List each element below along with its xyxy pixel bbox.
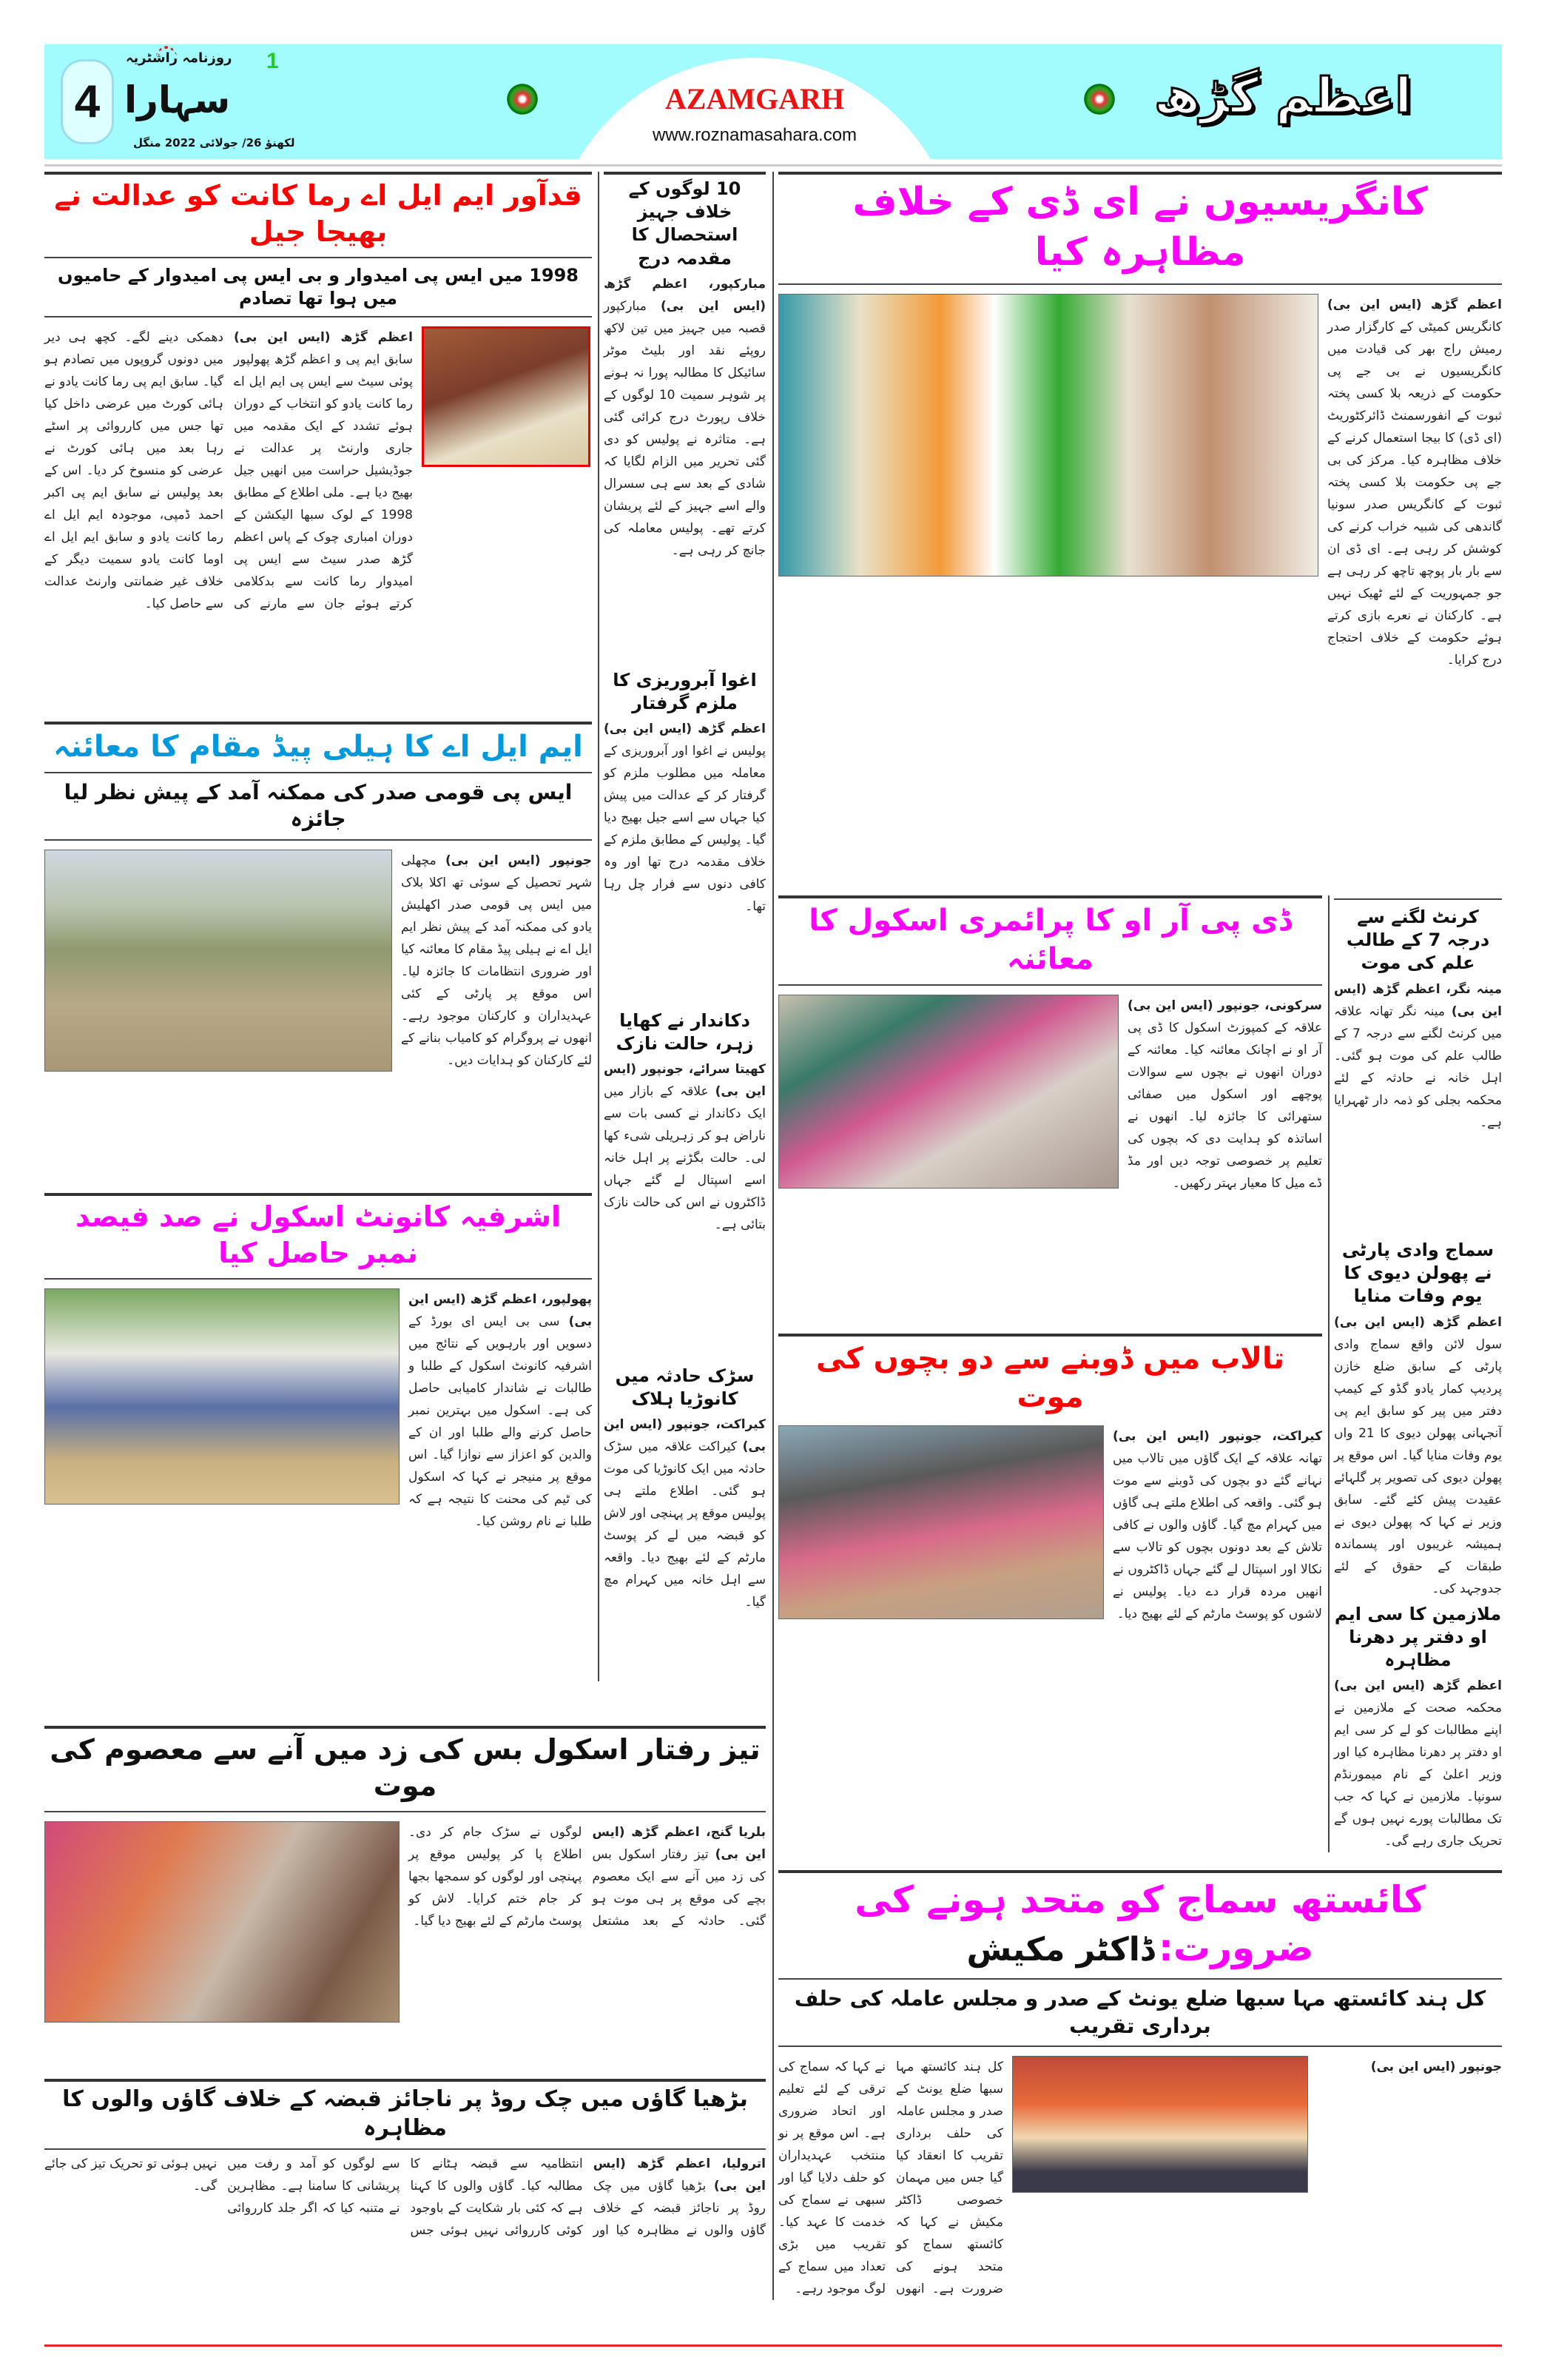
dateline: کیراکت، جونپور (ایس این بی) [604, 1417, 766, 1455]
article-body-dpro: سرکونی، جونپور (ایس این بی) علاقہ کے کمپوزٹ اسکول کا ڈی پی آر او نے اچانک معائنہ کیا۔ معائنہ کے دوران انھوں نے بچوں سے سوالات پوچھے اور اسکول میں صفائی ستھرائی کا جائزہ لیا۔ انھوں نے اساتذہ کو ہدایت دی کہ بچوں کی تعلیم پر خصوصی توجہ دیں اور مڈ ڈے میل کا معیار بہتر رکھیں۔ [1128, 998, 1322, 1191]
divider [778, 984, 1322, 986]
headline-phoolan: سماج وادی پارٹی نے پھولن دیوی کا یوم وفات منایا [1341, 1240, 1495, 1307]
masthead [44, 44, 1502, 159]
issue-date: لکھنؤ 26/ جولائی 2022 منگل [133, 136, 295, 149]
article-cmo [1334, 1600, 1502, 1853]
article-dowry [604, 175, 766, 666]
headline-pond: تالاب میں ڈوبنے سے دو بچوں کی موت [815, 1342, 1285, 1414]
edition-title: AZAMGARH [664, 82, 845, 115]
left-top-area [44, 172, 766, 1681]
article-body-kidnap: اعظم گڑھ (ایس این بی) پولیس نے اغوا اور آبروریزی کے معاملہ میں مطلوب ملزم کو گرفتار کر کے عدالت میں پیش کیا جہاں سے اسے جیل بھیج دیا گیا۔ پولیس کے مطابق ملزم کے خلاف مقدمہ درج تھا اور وہ کافی دنوں سے فرار چل رہا تھا۔ [604, 722, 766, 915]
article-body-poison: کھیتا سرائے، جونپور (ایس این بی) علاقہ کے بازار میں ایک دکاندار نے کسی بات سے ناراض ہو کر زہریلی شیء کھا لی۔ حالت بگڑنے پر اہل خانہ اسے اسپتال لے گئے جہاں ڈاکٹروں نے اس کی حالت نازک بتائی ہے۔ [604, 1062, 766, 1233]
dateline: اعظم گڑھ (ایس این بی) [1334, 1314, 1502, 1330]
photo-kayastha [1012, 2056, 1308, 2193]
divider [44, 1278, 592, 1280]
divider [44, 316, 592, 317]
dateline: جونپور (ایس این بی) [1370, 2059, 1502, 2074]
article-kidnap [604, 666, 766, 1006]
headline-kanwariya: سڑک حادثہ میں کانوڑیا ہلاک [615, 1365, 755, 1410]
page-number: 4 [61, 59, 114, 144]
dateline: پھولپور، اعظم گڑھ (ایس این بی) [408, 1291, 592, 1329]
article-bus [44, 1726, 766, 2079]
article-dpro-row [778, 995, 1322, 1194]
dateline: مبارکپور، اعظم گڑھ (ایس این بی) [604, 276, 766, 314]
article-congress [778, 172, 1502, 895]
article-bus-row [44, 1821, 766, 2023]
sun-emblem-icon [1082, 81, 1117, 117]
article-body-dowry: مبارکپور، اعظم گڑھ (ایس این بی) مبارکپور قصبہ میں جہیز میں تین لاکھ روپئے نقد اور بلیٹ موٹر سائیکل کا مطالبہ پورا نہ ہونے پر شوہر سمیت 10 لوگوں کے خلاف رپورٹ درج کرائی گئی ہے۔ متاثرہ نے پولیس کو دی گئی تحریر میں الزام لگایا کہ شادی کے بعد سے ہی سسرال والے اسے جہیز کے لئے پریشان کرتے تھے۔ پولیس معاملہ کی جانچ کر رہی ہے۔ [604, 276, 766, 558]
left-half [44, 172, 766, 2242]
divider [778, 2045, 1502, 2047]
divider [44, 1811, 766, 1812]
headline-current: کرنٹ لگنے سے درجہ 7 کے طالب علم کی موت [1346, 907, 1490, 974]
article-congress-row [778, 294, 1502, 671]
article-pond-row [778, 1425, 1322, 1625]
article-body-cmo: اعظم گڑھ (ایس این بی) محکمہ صحت کے ملازمین نے اپنے مطالبات کو لے کر سی ایم او دفتر پر دھرنا مظاہرہ کیا اور وزیر اعلیٰ کے نام میمورنڈم سونپا۔ ملازمین نے کہا کہ جب تک مطالبات پورے نہیں ہوں گے تحریک جاری رہے گی۔ [1334, 1678, 1502, 1849]
headline-dowry: 10 لوگوں کے خلاف جہیز استحصال کا مقدمہ درج [628, 178, 741, 269]
dateline: اعظم گڑھ (ایس این بی) [234, 330, 413, 346]
article-kayastha-row [778, 2056, 1502, 2300]
article-ashrafia-row [44, 1288, 592, 1533]
article-current [1334, 895, 1502, 1236]
sun-emblem-icon [505, 81, 540, 117]
article-body-kanwariya: کیراکت، جونپور (ایس این بی) کیراکت علاقہ میں سڑک حادثہ میں ایک کانوڑیا کی موت ہو گئی۔ اطلاع ملتے ہی پولیس موقع پر پہنچی اور لاش کو قبضہ میں لے کر پوسٹ مارٹم کے لئے بھیج دیا۔ واقعہ سے اہل خانہ میں کہرام مچ گیا۔ [604, 1417, 766, 1610]
headline-ashrafia: اشرفیہ کانونٹ اسکول نے صد فیصد نمبر حاصل کیا [75, 1200, 562, 1270]
right-half [772, 172, 1502, 2300]
photo-ashrafia [44, 1288, 400, 1505]
photo-helipad [44, 850, 392, 1072]
article-phoolan [1334, 1236, 1502, 1600]
divider [44, 257, 592, 258]
edition-title-urdu: اعظم گڑھ [1154, 67, 1412, 124]
photo-dpro [778, 995, 1119, 1189]
dateline: کیراکت، جونپور (ایس این بی) [1113, 1429, 1322, 1444]
divider [1334, 898, 1502, 900]
article-body-kayastha-left: کل ہند کائستھ مہا سبھا ضلع یونٹ کے صدر و مجلس عاملہ کی حلف برداری تقریب کا انعقاد کیا گیا جس میں مہمان خصوصی ڈاکٹر مکیش نے کہا کہ کائستھ سماج کو متحد ہونے کی ضرورت ہے۔ انھوں نے کہا کہ سماج کی ترقی کے لئے تعلیم اور اتحاد ضروری ہے۔ اس موقع پر نو منتخب عہدیداران کو حلف دلایا گیا اور سبھی نے سماج کی خدمت کا عہد کیا۔ تقریب میں بڑی تعداد میں سماج کے لوگ موجود رہے۔ [778, 2059, 1003, 2296]
middle-narrow-column [598, 172, 766, 1681]
subhead-helipad: ایس پی قومی صدر کی ممکنہ آمد کے پیش نظر لیا جائزہ [64, 780, 573, 832]
headline-congress: کانگریسیوں نے ای ڈی کے خلاف مظاہرہ کیا [852, 180, 1428, 275]
headline-kayastha-name: ڈاکٹر مکیش [966, 1931, 1155, 1969]
photo-ramakant [422, 326, 590, 467]
divider [44, 2148, 766, 2150]
article-ramakant [44, 172, 592, 722]
right-main-column [778, 895, 1322, 1852]
headline-kayastha-wrap [778, 1873, 1502, 1975]
headline-ramakant: قدآور ایم ایل اے رما کانت کو عدالت نے بھیجا جیل [54, 179, 582, 249]
article-dpro [778, 895, 1322, 1334]
photo-pond [778, 1425, 1104, 1619]
article-helipad-row [44, 850, 592, 1072]
dateline: اعظم گڑھ (ایس این بی) [1334, 1678, 1502, 1694]
article-body-phoolan: اعظم گڑھ (ایس این بی) سول لائن واقع سماج وادی پارٹی کے سابق ضلع خازن پردیپ کمار یادو گڈو کے کیمپ دفتر میں پیر کو سابق ایم پی آنجہانی پھولن دیوی کا 21 واں یوم وفات منایا گیا۔ اس موقع پر پھولن دیوی کی تصویر پر گلہائے عقیدت پیش کئے گئے۔ سابق وزیر نے کہا کہ پھولن دیوی نے ہمیشہ غریبوں اور پسماندہ طبقات کے حقوق کے لئے جدوجہد کی۔ [1334, 1314, 1503, 1596]
logo-numeral: 1 [266, 49, 279, 73]
article-body-ramakant: اعظم گڑھ (ایس این بی) سابق ایم پی و اعظم گڑھ پھولپور پوئی سیٹ سے ایس پی ایم ایل اے رما کانت یادو کو انتخاب کے دوران ہوئے تشدد کے ایک مقدمہ میں جاری وارنٹ پر عدالت نے جوڈیشیل حراست میں انھیں جیل بھیج دیا ہے۔ ملی اطلاع کے مطابق 1998 کے لوک سبھا الیکشن کے دوران امباری چوک کے پاس اعظم گڑھ صدر سیٹ سے ایس پی امیدوار رما کانت سے بدکلامی کرتے ہوئے جان سے مارنے کی دھمکی دینے لگے۔ کچھ ہی دیر میں دونوں گروپوں میں تصادم ہو گیا۔ سابق ایم پی رما کانت یادو نے ہائی کورٹ میں عرضی داخل کیا تھا جس میں کارروائی پر اسٹے رہا بعد میں ہائی کورٹ نے عرضی کو منسوخ کر دیا۔ اس کے بعد پولیس نے سابق ایم پی اکبر احمد ڈمپی، موجودہ ایم ایل اے رما کانت یادو و سابق ایم ایل اے اوما کانت یادو سمیت دیگر کے خلاف غیر ضمانتی وارنٹ عدالت سے حاصل کیا۔ [44, 330, 413, 612]
footer-rule [44, 2344, 1502, 2347]
dateline: کھیتا سرائے، جونپور (ایس این بی) [604, 1062, 766, 1100]
article-ramakant-row [44, 326, 592, 615]
divider [778, 283, 1502, 285]
photo-congress-protest [778, 294, 1318, 576]
dateline: اعظم گڑھ (ایس این بی) [604, 722, 766, 737]
dateline: جونپور (ایس این بی) [445, 853, 592, 868]
dateline: بلریا گنج، اعظم گڑھ (ایس این بی) [592, 1824, 766, 1862]
divider [44, 772, 592, 773]
article-kanwariya [604, 1362, 766, 1613]
article-pond [778, 1334, 1322, 1625]
divider [44, 839, 592, 841]
article-body-helipad: جونپور (ایس این بی) مچھلی شہر تحصیل کے سوئی تھ اکلا بلاک میں ایس پی قومی صدر اکھلیش یادو کی ممکنہ آمد کے پیش نظر ایم ایل اے نے ہیلی پیڈ مقام کا معائنہ کیا اور ضروری انتظامات کا جائزہ لیا۔ اس موقع پر پارٹی کے کئی عہدیداران و کارکنان موجود رہے۔ انھوں نے پروگرام کو کامیاب بنانے کے لئے کارکنان کو ہدایات دیں۔ [401, 853, 592, 1068]
right-middle-area [778, 895, 1502, 1852]
article-helipad [44, 722, 592, 1193]
headline-bus: تیز رفتار اسکول بس کی زد میں آنے سے معصوم کی موت [50, 1733, 761, 1803]
paper-name-logo: سہارا [124, 78, 231, 121]
subhead-ramakant: 1998 میں ایس پی امیدوار و بی ایس پی امیدوار کے حامیوں میں ہوا تھا تصادم [57, 264, 579, 309]
left-main-column [44, 172, 592, 1681]
dateline: مینہ نگر، اعظم گڑھ (ایس این بی) [1334, 981, 1502, 1019]
website-link[interactable]: www.roznamasahara.com [652, 125, 857, 145]
dateline: اعظم گڑھ (ایس این بی) [1327, 298, 1502, 313]
divider [778, 1978, 1502, 1980]
right-narrow-column [1328, 895, 1502, 1852]
article-body-ashrafia: پھولپور، اعظم گڑھ (ایس این بی) سی بی ایس ای بورڈ کے دسویں اور بارہویں کے نتائج میں اشرفیہ کانونٹ اسکول کے طلبا و طالبات نے شاندار کامیابی حاصل کی ہے۔ اسکول میں بہترین نمبر حاصل کرنے والے طلبا اور ان کے والدین کو اعزاز سے نوازا گیا۔ اس موقع پر منیجر نے کہا کہ اسکول کی ٹیم کی محنت کا نتیجہ ہے کہ طلبا نے نام روشن کیا۔ [408, 1291, 592, 1529]
article-body-kayastha [1317, 2056, 1502, 2078]
article-kayastha [778, 1870, 1502, 2300]
masthead-divider [44, 164, 1502, 167]
article-body-current: مینہ نگر، اعظم گڑھ (ایس این بی) مینہ نگر تھانہ علاقہ میں کرنٹ لگنے سے درجہ 7 کے طالب علم کی موت ہو گئی۔ اہل خانہ نے حادثہ کے لئے محکمہ بجلی کو ذمہ دار ٹھہرایا ہے۔ [1334, 981, 1502, 1130]
subhead-kayastha: کل ہند کائستھ مہا سبھا ضلع یونٹ کے صدر و مجلس عاملہ کی حلف برداری تقریب [794, 1986, 1486, 2038]
article-poison [604, 1006, 766, 1362]
headline-helipad: ایم ایل اے کا ہیلی پیڈ مقام کا معائنہ [53, 730, 583, 764]
headline-cmo: ملازمین کا سی ایم او دفتر پر دھرنا مظاہرہ [1334, 1603, 1502, 1670]
headline-poison: دکاندار نے کھایا زہر، حالت نازک [616, 1010, 754, 1055]
article-budhiya [44, 2079, 766, 2242]
dateline: سرکونی، جونپور (ایس این بی) [1128, 998, 1322, 1013]
photo-bus [44, 1821, 400, 2023]
article-body-budhiya: اترولیا، اعظم گڑھ (ایس این بی) بڑھیا گاؤں میں چک روڈ پر ناجائز قبضہ کے خلاف گاؤں والوں نے مظاہرہ کیا اور انتظامیہ سے قبضہ ہٹانے کا مطالبہ کیا۔ گاؤں والوں کا کہنا ہے کہ کئی بار شکایت کے باوجود کوئی کارروائی نہیں ہوئی جس سے لوگوں کو آمد و رفت میں پریشانی کا سامنا ہے۔ مظاہرین نے متنبہ کیا کہ اگر جلد کارروائی نہیں ہوئی تو تحریک تیز کی جائے گی۔ [44, 2157, 766, 2238]
headline-kayastha: کائستھ سماج کو متحد ہونے کی ضرورت: [855, 1878, 1426, 1970]
article-body-bus: بلریا گنج، اعظم گڑھ (ایس این بی) تیز رفتار اسکول بس کی زد میں آنے سے ایک معصوم بچے کی موقع پر ہی موت ہو گئی۔ حادثہ کے بعد مشتعل لوگوں نے سڑک جام کر دی۔ اطلاع پا کر پولیس موقع پر پہنچی اور لوگوں کو سمجھا بجھا کر جام ختم کرایا۔ لاش کو پوسٹ مارٹم کے لئے بھیج دیا گیا۔ [408, 1824, 766, 1929]
article-ashrafia [44, 1193, 592, 1681]
paper-tag: روزنامہ راشٹریہ [126, 50, 232, 66]
article-body-pond: کیراکت، جونپور (ایس این بی) تھانہ علاقہ کے ایک گاؤں میں تالاب میں نہانے گئے دو بچوں کی ڈوبنے سے موت ہو گئی۔ واقعہ کی اطلاع ملتے ہی گاؤں میں کہرام مچ گیا۔ گاؤں والوں نے کافی تلاش کے بعد دونوں بچوں کو تالاب سے نکالا اور اسپتال لے گئے جہاں ڈاکٹروں نے انھیں مردہ قرار دے دیا۔ پولیس نے لاشوں کو پوسٹ مارٹم کے لئے بھیج دیا۔ [1113, 1429, 1322, 1621]
dateline: اترولیا، اعظم گڑھ (ایس این بی) [593, 2157, 766, 2194]
headline-budhiya: بڑھیا گاؤں میں چک روڈ پر ناجائز قبضہ کے خلاف گاؤں والوں کا مظاہرہ [62, 2086, 748, 2141]
article-body-congress: اعظم گڑھ (ایس این بی) کانگریس کمیٹی کے کارگزار صدر رمیش راج بھر کی قیادت میں کانگریسیوں نے بی جے پی حکومت کے ذریعہ بلا کسی پختہ ثبوت کے انفورسمنٹ ڈائرکٹوریٹ (ای ڈی) کا بیجا استعمال کرنے کے خلاف مظاہرہ کیا۔ مرکز کی بی جے پی حکومت بلا کسی پختہ ثبوت کے کانگریس صدر سونیا گاندھی کی شبیہ خراب کرنے کی کوشش کر رہی ہے۔ ای ڈی ان سے بار بار پوچھ تاچھ کر رہی ہے جو جمہوریت کے لئے ٹھیک نہیں ہے۔ کارکنان نے نعرے بازی کرتے ہوئے حکومت کے خلاف احتجاج درج کرایا۔ [1327, 298, 1502, 668]
headline-kidnap: اغوا آبروریزی کا ملزم گرفتار [613, 670, 757, 714]
headline-dpro: ڈی پی آر او کا پرائمری اسکول کا معائنہ [809, 904, 1292, 976]
